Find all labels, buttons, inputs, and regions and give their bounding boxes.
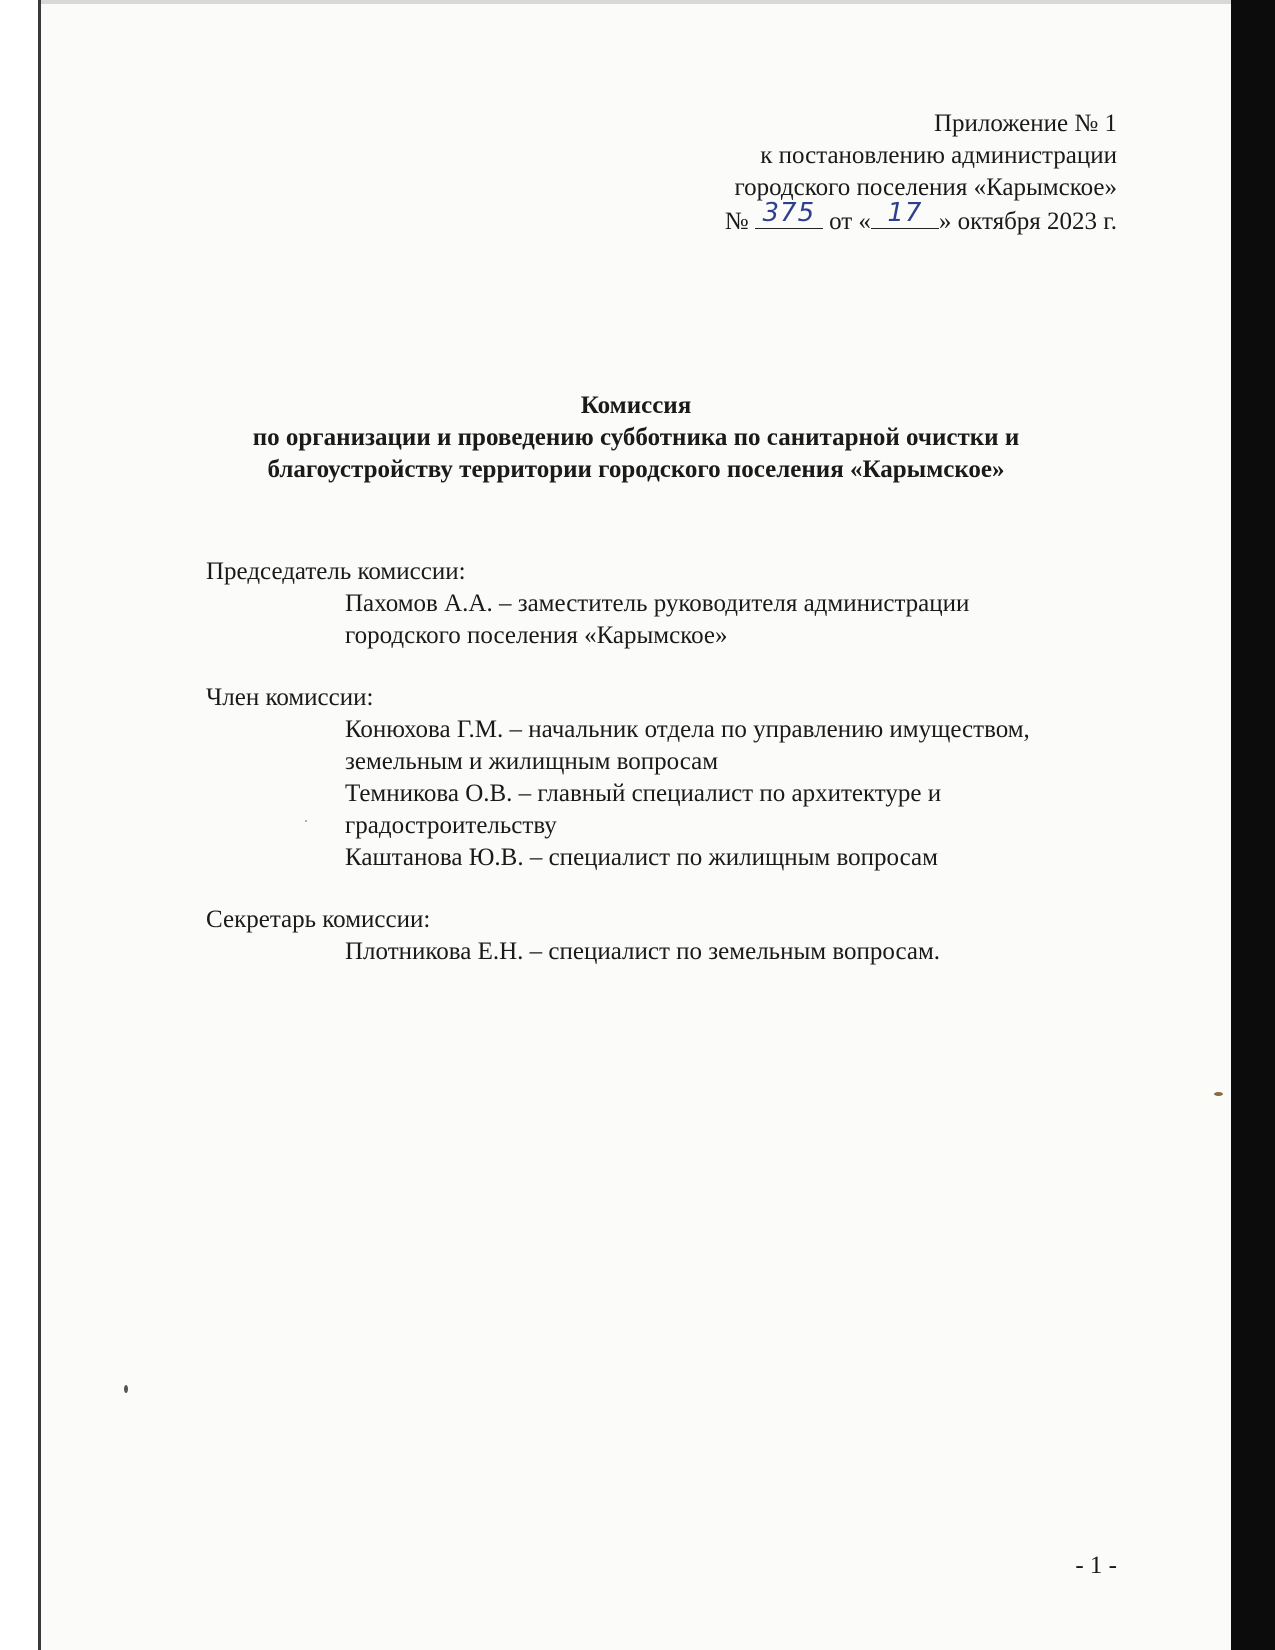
date-prefix: от « [829,208,871,235]
chairman-line-1: Пахомов А.А. – заместитель руководителя администрации [345,590,970,617]
members-label: Член комиссии: [206,684,374,711]
scan-right-edge [1231,0,1275,1650]
annex-line-4 [724,198,1117,238]
annex-header [725,108,1117,238]
annex-line-3: городского поселения «Карымское» [734,174,1117,201]
decree-number-field [755,198,823,229]
page-number: - 1 - [1075,1552,1117,1579]
member-2-line-1: Темникова О.В. – главный специалист по архитектуре и [345,780,942,807]
decree-number-handwritten: 375 [762,198,816,228]
annex-line-2: к постановлению администрации [760,142,1117,169]
annex-line-1: Приложение № 1 [933,110,1117,137]
scan-speck [124,1385,128,1393]
secretary-entry [345,936,940,968]
date-suffix: » октября 2023 г. [938,208,1117,235]
title-line-2: по организации и проведению субботника по санитарной очистки и [252,424,1020,451]
members-list [345,714,1030,874]
title-line-3: благоустройству территории городского поселения «Карымское» [267,456,1005,483]
decree-day-handwritten: 17 [887,198,923,228]
document-title [41,390,1231,486]
member-1-line-1: Конюхова Г.М. – начальник отдела по управлению имуществом, [345,716,1030,743]
chairman-line-2: городского поселения «Карымское» [345,622,728,649]
decree-day-field [871,198,939,229]
secretary-label: Секретарь комиссии: [206,906,431,933]
scan-speck [1214,1092,1223,1096]
secretary-line-1: Плотникова Е.Н. – специалист по земельным вопросам. [345,938,941,965]
number-sign: № [724,208,749,235]
title-line-1: Комиссия [580,392,692,419]
chairman-entry [345,588,969,652]
chairman-label: Председатель комиссии: [206,558,466,585]
member-3-line-1: Каштанова Ю.В. – специалист по жилищным вопросам [345,844,938,871]
member-1-line-2: земельным и жилищным вопросам [345,748,719,775]
member-2-line-2: градостроительству [345,812,557,839]
scan-speck [305,820,307,822]
